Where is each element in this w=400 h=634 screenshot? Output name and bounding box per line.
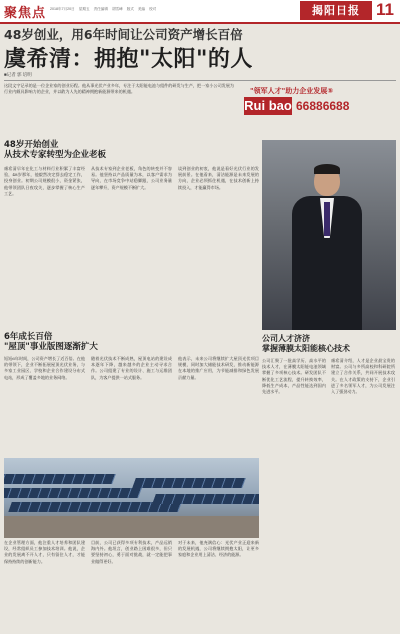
meta-layout: 版式: [126, 7, 134, 11]
section3-col-1: 在企业管理方面，他注重人才培养和团队建设，经常组织员工参加技术培训。他说，企业的发展离不开人才，只有留住人才，才能保持持续的创新能力。: [4, 540, 85, 564]
logo-phone: 66886688: [296, 99, 350, 113]
logo-title-text: "领军人才"助力企业发展: [250, 87, 328, 95]
section2-col-1: 短短6年时间，公司资产增长了近百倍。在他的带领下，企业不断拓展屋顶光伏业务，与多家工业园区、学校和企业合作建设分布式电站，形成了覆盖多地的业务网络。: [4, 356, 85, 380]
lead-paragraph: 这段文字记录的是一位企业家的创业历程。他从事光伏产业多年，专注于太阳能电池与组件的研发与生产，把一家小公司发展为行业内颇具影响力的企业，并以敢为人先的精神拥抱新能源带来的机遇。: [4, 83, 234, 95]
section3-body: [4, 540, 259, 632]
meta-date: 2018年7月20日: [50, 7, 75, 11]
meta-proof: 校对: [149, 7, 157, 11]
headline-kicker: 48岁创业，用6年时间让公司资产增长百倍: [4, 27, 243, 42]
talent-column-logo: [244, 84, 396, 136]
section-name: 聚焦点: [4, 6, 47, 21]
header-meta: [50, 7, 159, 12]
byline: ■记者 郭 培明: [4, 72, 32, 77]
section4-title: 公司人才济济 掌握薄膜太阳能核心技术: [262, 334, 350, 353]
masthead-logo: 揭阳日报: [300, 1, 372, 20]
section2-title: 6年成长百倍 "屋顶"事业版图逐渐扩大: [4, 332, 98, 352]
section1-col-2: 从技术专家到企业老板，角色的转变并不容易。他坚持以产品质量为本，以客户需求为导向，在市场竞争中站稳脚跟，公司业务量逐年攀升，资产规模不断扩大。: [91, 166, 172, 190]
page-number: 11: [376, 0, 394, 19]
logo-title: [250, 86, 333, 96]
divider: [4, 80, 396, 81]
section4-header: [262, 334, 396, 354]
section1-columns: [4, 166, 259, 197]
logo-title-badge: ⑤: [327, 87, 334, 95]
page-header: [0, 0, 400, 24]
section2-header: [4, 332, 259, 352]
section2-col-3: 他表示，未来公司将继续扩大屋顶光伏项目规模，同时加大储能技术研发，推动新能源在本地的推广应用，为节能减排和绿色发展贡献力量。: [178, 356, 259, 380]
section2-body: [4, 356, 259, 466]
section1-col-3: 谈到创业的初衷，他说是看好光伏行业的发展前景。在他看来，清洁能源是未来发展的方向，企业必须抓住机遇，在技术创新上持续投入，才能赢得市场。: [178, 166, 259, 190]
portrait-photo: [262, 140, 396, 330]
section2-col-2: 随着光伏技术不断成熟，屋顶电站的建设成本逐年下降，越来越多的企业主动寻求合作。公司组建了专业的设计、施工与运维团队，为客户提供一站式服务。: [91, 356, 172, 380]
meta-weekday: 星期五: [78, 7, 90, 11]
person-figure: [292, 166, 362, 330]
section4-body: [262, 358, 396, 632]
meta-editor: 责任编辑: [93, 7, 108, 11]
solar-panels-photo: [4, 458, 259, 538]
meta-design: 美编: [137, 7, 146, 11]
headline-main: 虞希清：拥抱"太阳"的人: [4, 47, 253, 72]
meta-editor-name: 胡雪峰: [111, 7, 123, 11]
section1-col-1: 虞希清早年在化工与材料行业积累了丰富经验，48岁那年，他毅然决定辞去稳定工作，投身创业。初期公司规模很小，资金紧张，他带领团队日夜攻关，逐步掌握了核心生产工艺。: [4, 166, 85, 196]
section1-title: 48岁开始创业 从技术专家转型为企业老板: [4, 140, 107, 160]
section4-col-2: 虞希清介绍，人才是企业最宝贵的财富。公司与多所高校和科研院所建立了合作关系，共同开展技术攻关。在人才政策的支持下，企业引进了多名领军人才，为公司发展注入了强劲动力。: [331, 358, 395, 395]
section1: [4, 140, 259, 196]
section4-col-1: 公司汇聚了一批高学历、高水平的技术人才，在薄膜太阳能电池领域掌握了多项核心技术。研发团队不断优化工艺流程，提升转换效率，降低生产成本，产品性能达到国内先进水平。: [262, 358, 326, 395]
section3-col-3: 对于未来，他充满信心：光伏产业正迎来新的发展机遇，公司将继续拥抱太阳，让更多家庭和企业用上清洁、经济的能源。: [178, 540, 259, 558]
section3-col-2: 目前，公司已获得多项专利技术，产品远销海内外。他坦言，创业路上困难很多，但只要坚持初心，勇于面对挑战，就一定能把事业做得更好。: [91, 540, 172, 564]
logo-brand: Rui bao: [244, 98, 292, 113]
